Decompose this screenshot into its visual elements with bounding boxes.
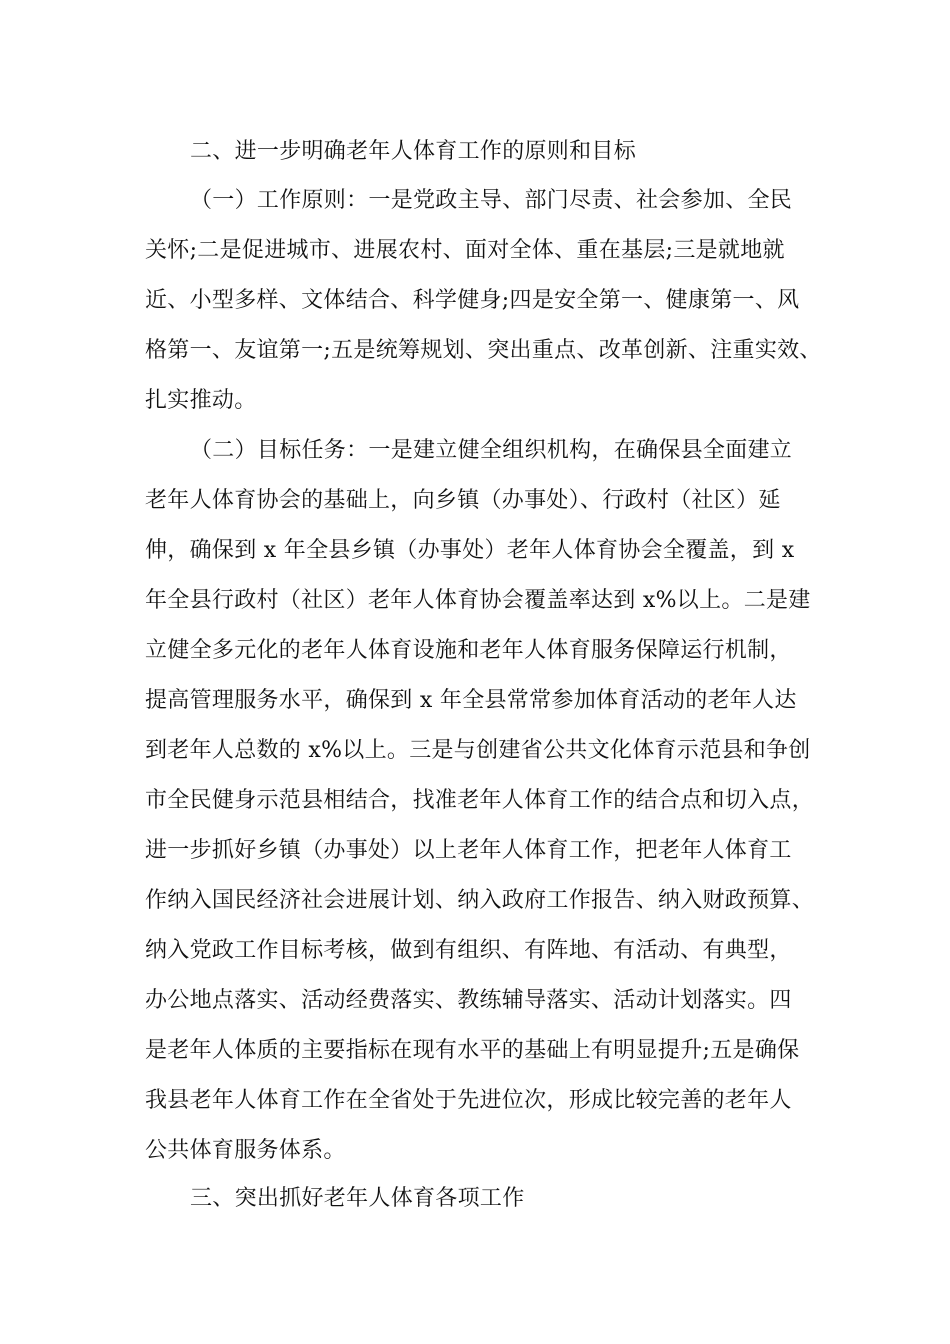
- section-heading-3: 三、突出抓好老年人体育各项工作: [190, 1186, 525, 1211]
- paragraph-line: 格第一、友谊第一;五是统筹规划、突出重点、改革创新、注重实效、: [145, 338, 822, 363]
- paragraph-line: 老年人体育协会的基础上，向乡镇（办事处）、行政村（社区）延: [145, 488, 781, 513]
- paragraph-line: （二）目标任务：一是建立健全组织机构，在确保县全面建立: [190, 438, 793, 463]
- paragraph-line: 办公地点落实、活动经费落实、教练辅导落实、活动计划落实。四: [145, 988, 792, 1013]
- paragraph-line: 作纳入国民经济社会进展计划、纳入政府工作报告、纳入财政预算、: [145, 888, 815, 913]
- paragraph-line: 进一步抓好乡镇（办事处）以上老年人体育工作，把老年人体育工: [145, 838, 792, 863]
- paragraph-line: 我县老年人体育工作在全省处于先进位次，形成比较完善的老年人: [145, 1088, 792, 1113]
- paragraph-line: 提高管理服务水平，确保到 x 年全县常常参加体育活动的老年人达: [145, 688, 797, 713]
- paragraph-line: 扎实推动。: [145, 388, 257, 413]
- paragraph-line: 公共体育服务体系。: [145, 1138, 346, 1163]
- paragraph-line: （一）工作原则：一是党政主导、部门尽责、社会参加、全民: [190, 188, 793, 213]
- paragraph-line: 立健全多元化的老年人体育设施和老年人体育服务保障运行机制，: [145, 638, 792, 663]
- section-heading-2: 二、进一步明确老年人体育工作的原则和目标: [190, 139, 637, 164]
- paragraph-line: 伸，确保到 x 年全县乡镇（办事处）老年人体育协会全覆盖，到 x: [145, 538, 795, 563]
- paragraph-line: 纳入党政工作目标考核，做到有组织、有阵地、有活动、有典型，: [145, 938, 792, 963]
- paragraph-line: 年全县行政村（社区）老年人体育协会覆盖率达到 x%以上。二是建: [145, 588, 811, 613]
- paragraph-line: 是老年人体质的主要指标在现有水平的基础上有明显提升;五是确保: [145, 1038, 800, 1063]
- paragraph-line: 市全民健身示范县相结合，找准老年人体育工作的结合点和切入点，: [145, 788, 815, 813]
- paragraph-line: 到老年人总数的 x%以上。三是与创建省公共文化体育示范县和争创: [145, 738, 811, 763]
- paragraph-line: 近、小型多样、文体结合、科学健身;四是安全第一、健康第一、风: [145, 288, 800, 313]
- paragraph-line: 关怀;二是促进城市、进展农村、面对全体、重在基层;三是就地就: [145, 238, 785, 263]
